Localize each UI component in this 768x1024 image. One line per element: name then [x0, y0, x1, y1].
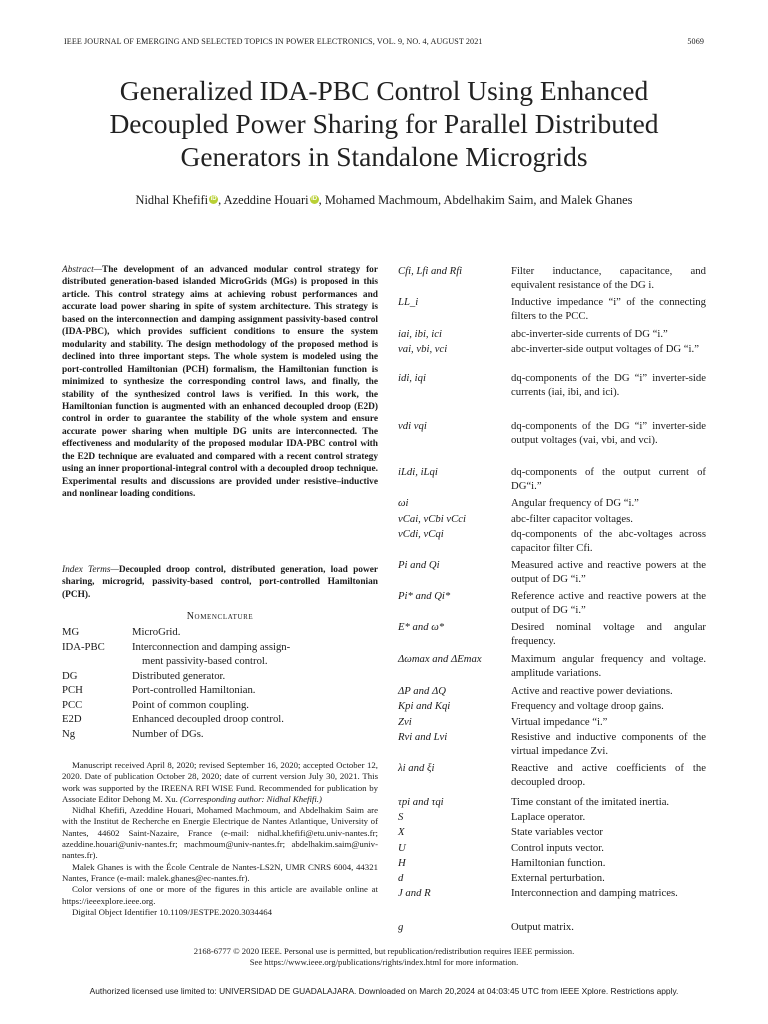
symbol-term: Δωmax and ΔEmax [398, 653, 482, 665]
author-list [60, 193, 708, 208]
nomenclature-abbr: DG [62, 669, 78, 682]
abstract-lead: Abstract— [62, 265, 102, 275]
nomenclature-abbr: Ng [62, 727, 76, 740]
nomenclature-abbr: MG [62, 626, 80, 638]
footnote [62, 760, 378, 918]
orcid-icon[interactable]: iD [311, 196, 318, 202]
symbol-description: abc-inverter-side currents of DG “i.” [511, 328, 668, 340]
symbol-description: abc-filter capacitor voltages. [511, 513, 633, 525]
nomenclature-def: Enhanced decoupled droop control. [132, 713, 284, 725]
symbol-term: S [398, 811, 404, 823]
footnote-affiliation-2: Malek Ghanes is with the École Centrale de Nantes-LS2N, UMR CNRS 6004, 44321 Nantes, France (e-mail: malek.ghanes@ec-nantes.fr). [62, 861, 378, 883]
symbol-term: Cfi, Lfi and Rfi [398, 265, 463, 277]
symbol-description: Reference active and reactive powers at the output of DG “i.” [511, 590, 706, 616]
symbol-description: dq-components of the output current of DG“i.” [511, 466, 706, 492]
symbol-term: H [398, 857, 406, 869]
nomenclature-row [62, 727, 378, 742]
symbol-description: Frequency and voltage droop gains. [511, 700, 664, 712]
nomenclature-row [62, 698, 378, 713]
symbol-description: Filter inductance, capacitance, and equivalent resistance of the DG i. [511, 265, 706, 291]
copyright-notice [0, 946, 768, 968]
symbol-term: vai, vbi, vci [398, 343, 448, 355]
symbol-description: Interconnection and damping matrices. [511, 887, 678, 899]
author-2: , Azeddine Houari [218, 193, 309, 207]
license-footer: Authorized licensed use limited to: UNIVERSIDAD DE GUADALAJARA. Downloaded on March 20,2024 at 04:03:45 UTC from IEEE Xplore. Restrictions apply. [89, 986, 679, 996]
symbol-term: iLdi, iLqi [398, 466, 438, 478]
symbol-term: λi and ξi [398, 762, 435, 774]
nomenclature-def: MicroGrid. [132, 626, 181, 638]
symbol-description: Hamiltonian function. [511, 857, 606, 869]
symbol-description: Virtual impedance “i.” [511, 716, 608, 728]
symbol-description: Resistive and inductive components of the virtual impedance Zvi. [511, 731, 706, 757]
symbol-description: dq-components of the DG “i” inverter-side output voltages (vai, vbi, and vci). [511, 420, 706, 446]
author-1: Nidhal Khefifi [135, 193, 209, 207]
symbol-term: LL_i [398, 296, 419, 308]
paper-title [60, 74, 708, 173]
nomenclature-def: Distributed generator. [132, 669, 226, 682]
symbol-description: dq-components of the abc-voltages across capacitor filter Cfi. [511, 528, 706, 554]
index-terms [62, 564, 378, 601]
symbol-description: Laplace operator. [511, 811, 586, 823]
abstract [62, 264, 378, 501]
symbol-term: g [398, 921, 404, 933]
nomenclature-def: Interconnection and damping assign- ment passivity-based control. [132, 640, 291, 667]
nomenclature-row [62, 640, 378, 669]
footnote-color: Color versions of one or more of the figures in this article are available online at https://ieeexplore.ieee.org. [62, 884, 378, 906]
symbol-term: vCdi, vCqi [398, 528, 444, 540]
other-authors: , Mohamed Machmoum, Abdelhakim Saim, and Malek Ghanes [318, 193, 633, 207]
symbol-term: iai, ibi, ici [398, 328, 442, 340]
nomenclature-row [62, 712, 378, 727]
symbol-description: Reactive and active coefficients of the decoupled droop. [511, 762, 706, 788]
symbol-term: Kpi and Kqi [398, 700, 451, 712]
symbol-term: U [398, 842, 406, 854]
nomenclature-row [62, 625, 378, 640]
nomenclature-row [62, 669, 378, 684]
symbol-description: Time constant of the imitated inertia. [511, 796, 670, 808]
nomenclature-heading: Nomenclature [186, 611, 254, 622]
symbol-description: Inductive impedance “i” of the connecting filters to the PCC. [511, 296, 706, 322]
symbol-term: ωi [398, 497, 409, 509]
symbol-description: Output matrix. [511, 921, 574, 933]
nomenclature-abbr: IDA-PBC [62, 640, 105, 653]
symbol-term: Pi and Qi [398, 559, 440, 571]
nomenclature-def: Point of common coupling. [132, 698, 249, 711]
symbol-term: ΔP and ΔQ [398, 685, 446, 697]
nomenclature-table [62, 625, 378, 741]
footnote-affiliation: Nidhal Khefifi, Azeddine Houari, Mohamed Machmoum, and Abdelhakim Saim are with the Institut de Recherche en Energie Electrique de Nantes Atlantique, University of Nantes, 44602 Saint-Nazaire, France (e-mail: nidhal.khefifi@etu.univ-nantes.fr; azeddine.houari@univ-nantes.fr; machmoum@univ-nantes.fr; abdelhakim.saim@univ-nantes.fr). [62, 805, 378, 861]
symbol-term: X [398, 826, 405, 838]
symbol-description: Control inputs vector. [511, 842, 604, 854]
title-line-2: Decoupled Power Sharing for Parallel Distributed [109, 108, 659, 139]
symbol-description: dq-components of the DG “i” inverter-side currents (iai, ibi, and ici). [511, 372, 706, 398]
symbol-description: Desired nominal voltage and angular frequency. [511, 621, 706, 647]
nomenclature-def: Number of DGs. [132, 727, 204, 740]
page-number: 5069 [687, 37, 704, 46]
abstract-text: The development of an advanced modular control strategy for distributed generation-based islanded MicroGrids (MGs) is proposed in this article. This control strategy aims at achieving robust performances and accurate load power sharing in spite of system architecture. This strategy is based on the interconnection and damping assignment passivity-based control (IDA-PBC), which provides sufficient conditions to ensure the system modularity and stability. The design methodology of the proposed method is declined into three important steps. The whole system is modeled using the port-controlled Hamiltonian (PCH) formalism, the Hamiltonian function is minimized to synthesize the corresponding control laws, and finally, the stability of the synthesized control laws is verified. In this work, the Hamiltonian function is augmented with an enhanced decoupled droop (E2D) control in order to guarantee the stability of the whole system and ensure accurate power sharing when multiple DG units are interconnected. The effectiveness and modularity of the proposed modular IDA-PBC control with the E2D technique are evaluated and compared with a recent control strategy using an inner proportional-integral control with a decoupled droop technique. Experimental results and discussions are provided under resistive–inductive and nonlinear loading conditions. [62, 265, 378, 500]
symbol-term: τpi and τqi [398, 796, 444, 808]
orcid-icon[interactable]: iD [210, 196, 217, 202]
title-line-1: Generalized IDA-PBC Control Using Enhanced [119, 75, 649, 106]
symbol-description: Active and reactive power deviations. [511, 685, 673, 697]
symbol-term: Pi* and Qi* [398, 590, 451, 602]
nomenclature-abbr: PCH [62, 684, 83, 696]
nomenclature-row [62, 683, 378, 698]
symbol-term: vdi vqi [398, 420, 427, 432]
symbol-term: vCai, vCbi vCci [398, 513, 466, 525]
title-line-3: Generators in Standalone Microgrids [180, 141, 588, 172]
symbol-term: d [398, 872, 404, 884]
corresponding-author: (Corresponding author: Nidhal Khefifi.) [180, 793, 322, 804]
symbol-term: E* and ω* [398, 621, 445, 633]
symbol-term: idi, iqi [398, 372, 426, 384]
symbol-term: Rvi and Lvi [398, 731, 448, 743]
copyright-line-2[interactable]: See https://www.ieee.org/publications/rights/index.html for more information. [249, 957, 519, 967]
symbol-description: Maximum angular frequency and voltage. amplitude variations. [511, 653, 706, 679]
nomenclature-def: Port-controlled Hamiltonian. [132, 684, 256, 696]
nomenclature-abbr: E2D [62, 713, 82, 725]
symbol-description: Angular frequency of DG “i.” [511, 497, 639, 509]
symbol-description: External perturbation. [511, 872, 605, 884]
running-header [64, 37, 704, 49]
symbol-description: Measured active and reactive powers at the output of DG “i.” [511, 559, 706, 585]
footnote-manuscript-text: Manuscript received April 8, 2020; revised September 16, 2020; accepted October 12, 2020. Date of publication October 28, 2020; date of current version July 30, 2021. This work was supported by the IREENA RFI WISE Fund. Recommended for publication by Associate Editor Dehong M. Xu. [62, 760, 378, 804]
symbol-description: abc-inverter-side output voltages of DG “i.” [511, 343, 699, 355]
copyright-line-1: 2168-6777 © 2020 IEEE. Personal use is permitted, but republication/redistribution requires IEEE permission. [193, 946, 575, 956]
symbol-term: Zvi [398, 716, 412, 728]
symbol-description: State variables vector [511, 826, 603, 838]
index-terms-lead: Index Terms— [62, 565, 119, 575]
index-terms-text: Decoupled droop control, distributed generation, load power sharing, microgrid, passivity-based control, port-controlled Hamiltonian (PCH). [62, 565, 379, 600]
footnote-doi: Digital Object Identifier 10.1109/JESTPE.2020.3034464 [72, 906, 273, 917]
footnote-manuscript [62, 760, 378, 805]
nomenclature-abbr: PCC [62, 698, 83, 711]
symbol-term: J and R [398, 887, 431, 899]
journal-name: IEEE JOURNAL OF EMERGING AND SELECTED TOPICS IN POWER ELECTRONICS, VOL. 9, NO. 4, AUGUST 2021 [64, 37, 483, 46]
